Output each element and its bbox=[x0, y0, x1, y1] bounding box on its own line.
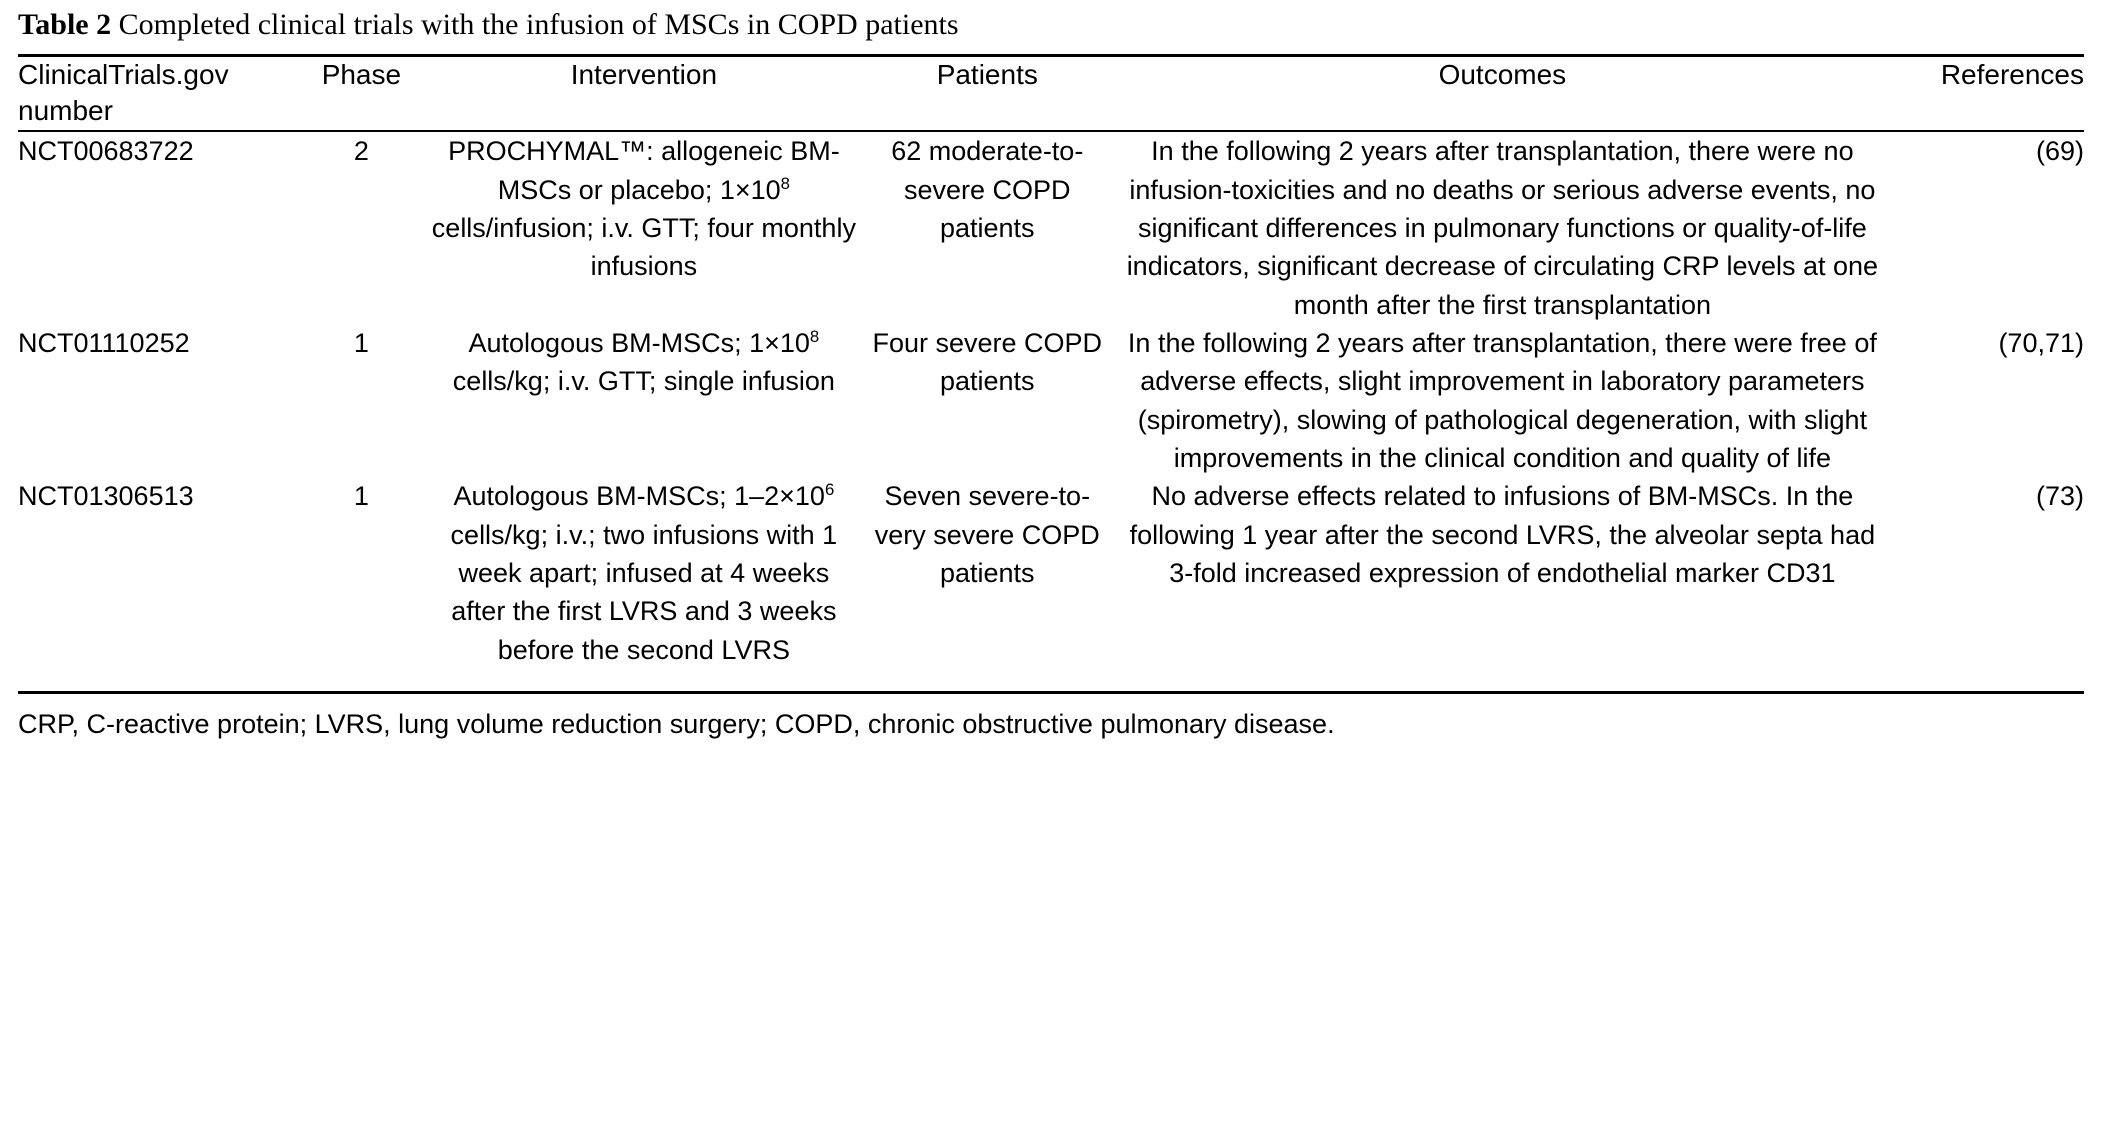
column-header-clinicaltrials-number: ClinicalTrials.gov number bbox=[18, 58, 229, 127]
table-header bbox=[18, 57, 2084, 131]
table-row bbox=[18, 324, 2084, 477]
cell-intervention bbox=[428, 132, 860, 324]
cell-trial-number: NCT00683722 bbox=[18, 136, 194, 167]
table-row bbox=[18, 132, 2084, 324]
intervention-exponent: 8 bbox=[780, 173, 790, 193]
intervention-text-pre: PROCHYMAL™: allogeneic BM-MSCs or placebo; 1×10 bbox=[448, 136, 840, 205]
cell-patients: 62 moderate-to-severe COPD patients bbox=[891, 136, 1084, 244]
table-caption-text: Completed clinical trials with the infusion of MSCs in COPD patients bbox=[118, 8, 959, 41]
intervention-text-pre: Autologous BM-MSCs; 1×10 bbox=[468, 328, 810, 359]
table-body bbox=[18, 132, 2084, 691]
intervention-text-post: cells/kg; i.v. GTT; single infusion bbox=[452, 366, 835, 397]
table-caption-label: Table 2 bbox=[18, 8, 112, 41]
cell-phase: 1 bbox=[353, 328, 369, 359]
cell-phase: 2 bbox=[353, 136, 369, 167]
column-header-intervention: Intervention bbox=[570, 58, 718, 90]
cell-trial-number: NCT01306513 bbox=[18, 481, 194, 512]
intervention-exponent: 6 bbox=[824, 480, 835, 500]
cell-patients: Seven severe-to-very severe COPD patients bbox=[874, 481, 1100, 589]
cell-outcomes: In the following 2 years after transplantation, there were no infusion-toxicities and no deaths or serious adverse events, no significant differences in pulmonary functions or quality-of-life indicators, significant decrease of circulating CRP levels at one month after the first transplantation bbox=[1126, 136, 1879, 320]
cell-references: (69) bbox=[2035, 136, 2084, 167]
cell-references: (73) bbox=[2035, 481, 2084, 512]
intervention-text-post: cells/infusion; i.v. GTT; four monthly infusions bbox=[431, 213, 856, 282]
table-caption bbox=[18, 0, 2084, 54]
table-row bbox=[18, 477, 2084, 691]
cell-references: (70,71) bbox=[1998, 328, 2084, 359]
clinical-trials-table bbox=[18, 57, 2084, 131]
intervention-exponent: 8 bbox=[809, 327, 820, 347]
cell-intervention bbox=[428, 324, 860, 477]
cell-outcomes: No adverse effects related to infusions of BM-MSCs. In the following 1 year after the second LVRS, the alveolar septa had 3-fold increased expression of endothelial marker CD31 bbox=[1129, 481, 1876, 589]
cell-outcomes: In the following 2 years after transplantation, there were free of adverse effects, slight improvement in laboratory parameters (spirometry), slowing of pathological degeneration, with slight improvements in the clinical condition and quality of life bbox=[1127, 328, 1877, 474]
intervention-text-pre: Autologous BM-MSCs; 1–2×10 bbox=[453, 481, 825, 512]
intervention-text-post: cells/kg; i.v.; two infusions with 1 week apart; infused at 4 weeks after the first LVRS and 3 weeks before the second LVRS bbox=[450, 519, 838, 665]
cell-intervention bbox=[428, 477, 860, 691]
column-header-phase: Phase bbox=[321, 58, 402, 90]
table-header-row bbox=[18, 57, 2084, 131]
table-footnote: CRP, C-reactive protein; LVRS, lung volume reduction surgery; COPD, chronic obstructive pulmonary disease. bbox=[18, 709, 1335, 739]
column-header-references: References bbox=[1940, 58, 2084, 90]
cell-phase: 1 bbox=[353, 481, 369, 512]
cell-patients: Four severe COPD patients bbox=[872, 328, 1103, 397]
cell-trial-number: NCT01110252 bbox=[18, 328, 190, 359]
column-header-outcomes: Outcomes bbox=[1438, 58, 1567, 90]
clinical-trials-table-body bbox=[18, 132, 2084, 691]
column-header-patients: Patients bbox=[936, 58, 1038, 90]
